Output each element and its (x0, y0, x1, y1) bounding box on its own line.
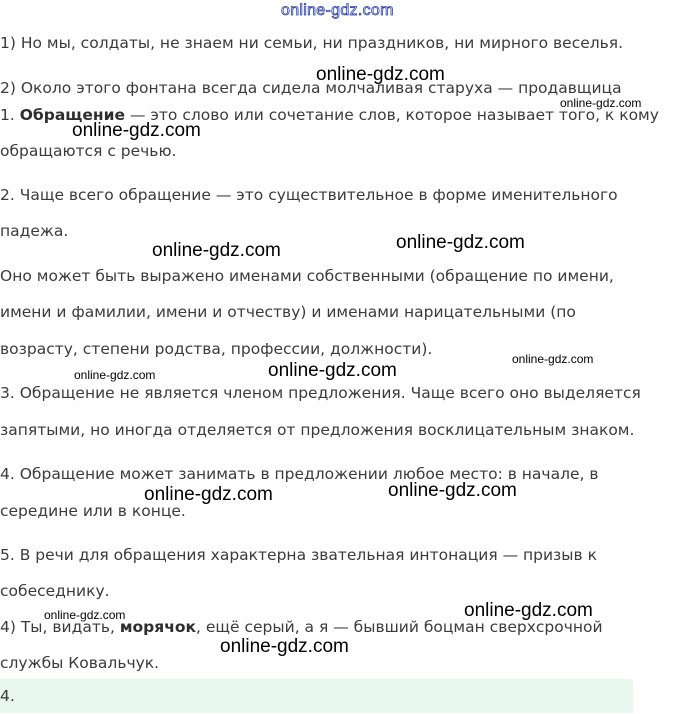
sentence-1: 1) Но мы, солдаты, не знаем ни семьи, ни праздников, ни мирного веселья. (0, 34, 624, 52)
address-highlight: морячок (119, 618, 197, 636)
watermark-text: online-gdz.com (316, 64, 445, 85)
rule-4-line-2: середине или в конце. (0, 502, 186, 520)
watermark-text: online-gdz.com (72, 120, 201, 141)
rule-number: 1. (0, 106, 20, 124)
term-highlight: Обращение (19, 106, 126, 124)
site-watermark-header: online-gdz.com (281, 2, 394, 19)
rule-text: — это слово или сочетание слов, которое называет того, к кому (125, 106, 659, 124)
rule-2-line-4: имени и фамилии, имени и отчеству) и именами нарицательными (по (0, 303, 576, 321)
watermark-text: online-gdz.com (220, 636, 349, 657)
watermark-text: online-gdz.com (152, 240, 281, 261)
rule-3-line-2: запятыми, но иногда отделяется от предложения восклицательным знаком. (0, 421, 635, 439)
rule-4-line-1: 4. Обращение может занимать в предложении любое место: в начале, в (0, 465, 599, 483)
rule-3-line-1: 3. Обращение не является членом предложения. Чаще всего оно выделяется (0, 384, 641, 402)
rule-1-line-2: обращаются с речью. (0, 142, 177, 160)
rule-2-line-2: падежа. (0, 222, 69, 240)
rule-5-line-1: 5. В речи для обращения характерна звательная интонация — призыв к (0, 546, 597, 564)
watermark-text: online-gdz.com (464, 600, 593, 621)
rule-2-line-3: Оно может быть выражено именами собственными (обращение по имени, (0, 267, 614, 285)
watermark-text: online-gdz.com (268, 360, 397, 381)
watermark-text: online-gdz.com (388, 480, 517, 501)
sentence-4-end: , ещё серый, а я — бывший боцман сверхсрочной (196, 618, 603, 636)
rule-5-line-2: собеседнику. (0, 582, 110, 600)
rule-2-line-5: возрасту, степени родства, профессии, должности). (0, 340, 433, 358)
watermark-text: online-gdz.com (144, 484, 273, 505)
answer-block (0, 679, 633, 713)
answer-label: 4. (0, 687, 15, 705)
sentence-2: 2) Около этого фонтана всегда сидела молчаливая старуха — продавщица (0, 79, 622, 97)
rule-2-line-1: 2. Чаще всего обращение — это существительное в форме именительного (0, 186, 618, 204)
watermark-text: online-gdz.com (512, 352, 594, 366)
watermark-text: online-gdz.com (560, 96, 642, 110)
watermark-text: online-gdz.com (396, 232, 525, 253)
watermark-text: online-gdz.com (74, 368, 156, 382)
watermark-text: online-gdz.com (44, 608, 126, 622)
sentence-4-start: 4) Ты, видать, (0, 618, 120, 636)
sentence-4-line-2: службы Ковальчук. (0, 654, 160, 672)
